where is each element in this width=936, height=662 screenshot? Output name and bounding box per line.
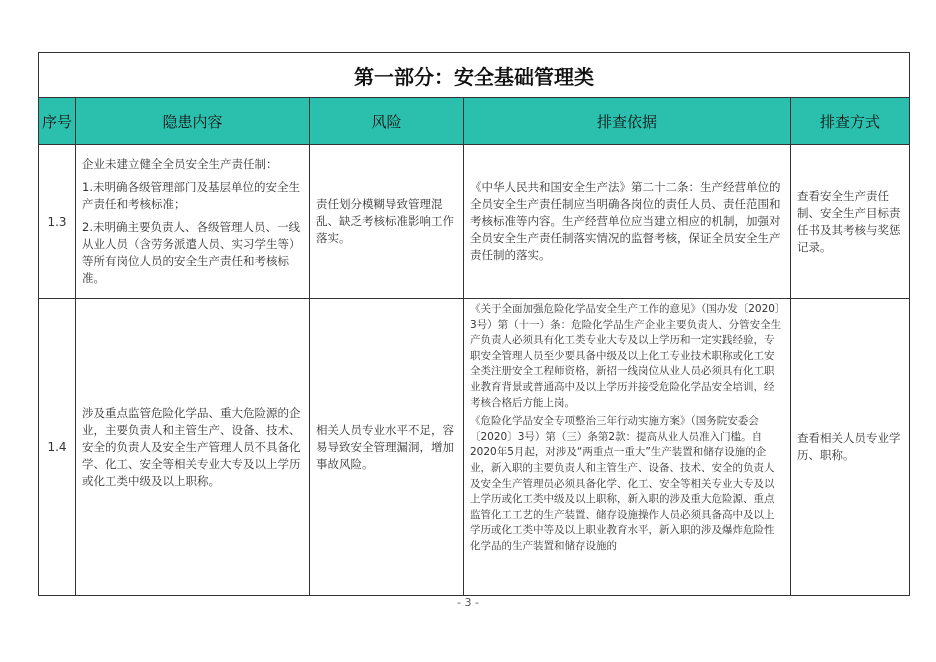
hazard-line: 2.未明确主要负责人、各级管理人员、一线从业人员（含劳务派遣人员、实习学生等）等所有岗位人员的安全生产责任和考核标准。 [82, 220, 301, 285]
table-row [39, 299, 910, 596]
hazard-line: 涉及重点监管危险化学品、重大危险源的企业，主要负责人和主管生产、设备、技术、安全的负责人及安全生产管理人员不具备化学、化工、安全等相关专业大专及以上学历或化工类中级及以上职称。 [82, 405, 301, 488]
section-title: 第一部分：安全基础管理类 [39, 53, 910, 98]
hazard-line: 企业未建立健全全员安全生产责任制： [82, 157, 278, 171]
header-risk: 风险 [310, 98, 464, 145]
method-text: 查看相关人员专业学历、职称。 [791, 299, 910, 596]
header-no: 序号 [39, 98, 76, 145]
basis-paragraph: 《危险化学品安全专项整治三年行动实施方案》（国务院安委会〔2020〕3号）第（三）条第2款：提高从业人员准入门槛。自2020年5月起，对涉及“两重点一重大”生产装置和储存设施的企业，新入职的主要负责人和主管生产、设备、技术、安全的负责人及安全生产管理员必须具备化学、化工、安全等相关专业大专及以上学历或化工类中级及以上职称，新入职的涉及重大危险源、重点监管化工工艺的生产装置、储存设施操作人员必须具备高中及以上学历或化工类中等及以上职业教育水平，新入职的涉及爆炸危险性化学品的生产装置和储存设施的 [470, 415, 775, 552]
header-hazard: 隐患内容 [76, 98, 310, 145]
risk-text: 责任划分模糊导致管理混乱、缺乏考核标准影响工作落实。 [310, 145, 464, 299]
hazard-content [76, 299, 310, 596]
basis-text [464, 299, 791, 596]
header-basis: 排查依据 [464, 98, 791, 145]
hazard-content [76, 145, 310, 299]
basis-text [464, 145, 791, 299]
page-number: - 3 - [457, 596, 479, 609]
basis-paragraph: 《中华人民共和国安全生产法》第二十二条：生产经营单位的全员安全生产责任制应当明确各岗位的责任人员、责任范围和考核标准等内容。生产经营单位应当建立相应的机制，加强对全员安全生产责任制落实情况的监督考核，保证全员安全生产责任制的落实。 [470, 180, 781, 262]
hazard-table [38, 52, 910, 596]
method-text: 查看安全生产责任制、安全生产目标责任书及其考核与奖惩记录。 [791, 145, 910, 299]
table-header [39, 98, 910, 145]
basis-paragraph: 《关于全面加强危险化学品安全生产工作的意见》（国办发〔2020〕3号）第（十一）条：危险化学品生产企业主要负责人、分管安全生产负责人必须具有化工类专业大专及以上学历和一定实践经验，专职安全管理人员至少要具备中级及以上化工专业技术职称或化工安全类注册安全工程师资格，新招一线岗位从业人员必须具有化工职业教育背景或普通高中及以上学历并接受危险化学品安全培训，经考核合格后方能上岗。 [470, 303, 782, 409]
header-method: 排查方式 [791, 98, 910, 145]
risk-text: 相关人员专业水平不足，容易导致安全管理漏洞，增加事故风险。 [310, 299, 464, 596]
hazard-line: 1.未明确各级管理部门及基层单位的安全生产责任和考核标准； [82, 180, 300, 211]
row-number: 1.3 [39, 145, 76, 299]
row-number: 1.4 [39, 299, 76, 596]
table-row [39, 145, 910, 299]
